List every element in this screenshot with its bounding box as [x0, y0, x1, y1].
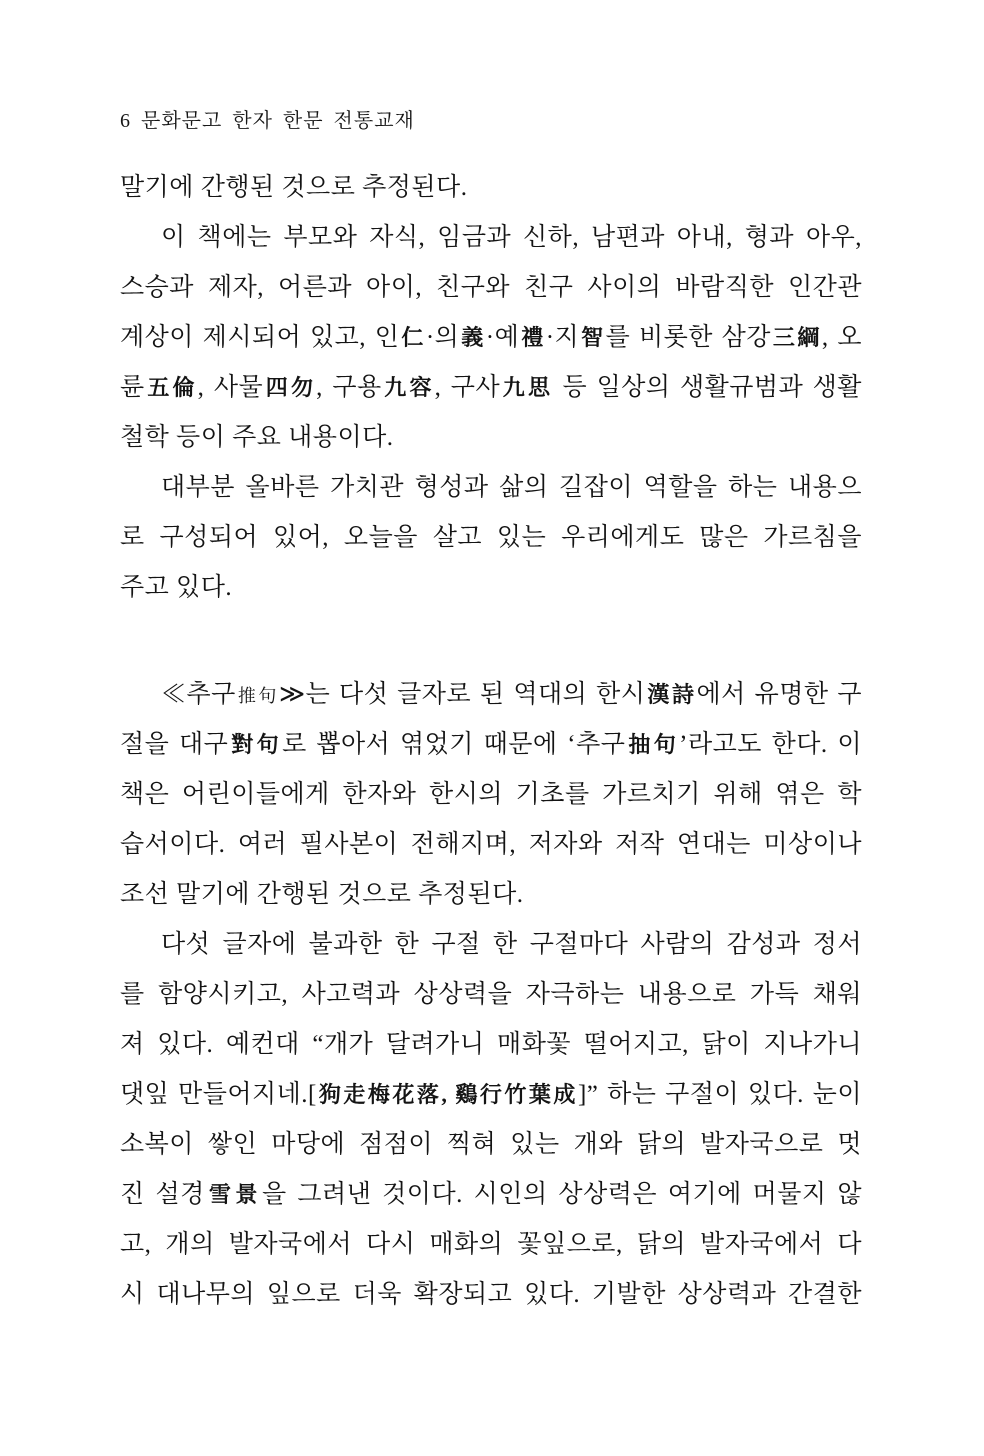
hangul-text: 이 책에는 부모와 자식, 임금과 신하, 남편과 아내, 형과 아우, — [161, 224, 862, 251]
text-line — [120, 1270, 862, 1320]
paragraph — [120, 463, 862, 613]
hangul-text: ·의 — [425, 324, 460, 351]
text-line — [120, 870, 862, 920]
text-line — [120, 720, 862, 770]
text-line — [120, 1070, 862, 1120]
hangul-text: , 사물 — [197, 374, 264, 401]
body-text — [120, 163, 862, 1320]
hangul-text: , 오 — [821, 324, 862, 351]
text-line — [120, 770, 862, 820]
hangul-text: ’라고도 한다. 이 — [679, 731, 862, 758]
hanja-text: 義 — [459, 325, 486, 350]
text-line — [120, 920, 862, 970]
paragraph — [120, 213, 862, 463]
hanja-text: 雪景 — [204, 1182, 262, 1207]
hangul-text: 조선 말기에 간행된 것으로 추정된다. — [120, 881, 524, 908]
text-line — [120, 670, 862, 720]
hangul-text: 계상이 제시되어 있고, 인 — [120, 324, 400, 351]
hangul-text: 에서 유명한 구 — [696, 681, 862, 708]
hanja-text: 抽句 — [625, 732, 680, 757]
hangul-text: , 구사 — [434, 374, 501, 401]
hangul-text: ·지 — [545, 324, 580, 351]
hangul-text: 고, 개의 발자국에서 다시 매화의 꽃잎으로, 닭의 발자국에서 다 — [120, 1231, 862, 1258]
text-line — [120, 970, 862, 1020]
text-line — [120, 513, 862, 563]
hanja-text: 九思 — [500, 375, 554, 400]
hangul-text: 등 일상의 생활규범과 생활 — [553, 374, 862, 401]
hangul-text: 시 대나무의 잎으로 더욱 확장되고 있다. 기발한 상상력과 간결한 — [120, 1281, 862, 1308]
hanja-text: 四勿 — [263, 375, 317, 400]
hangul-text: 댓잎 만들어지네.[ — [120, 1081, 317, 1108]
hangul-text: ≪추구 — [161, 681, 236, 708]
hangul-text: 소복이 쌓인 마당에 점점이 찍혀 있는 개와 닭의 발자국으로 멋 — [120, 1131, 862, 1158]
hangul-text: 을 그려낸 것이다. 시인의 상상력은 여기에 머물지 않 — [261, 1181, 862, 1208]
paragraph — [120, 670, 862, 920]
text-line — [120, 413, 862, 463]
hangul-text: 책은 어린이들에게 한자와 한시의 기초를 가르치기 위해 엮은 학 — [120, 781, 862, 808]
hangul-text: , 구용 — [316, 374, 382, 401]
text-line — [120, 1220, 862, 1270]
hangul-text: 져 있다. 예컨대 “개가 달려가니 매화꽃 떨어지고, 닭이 지나가니 — [120, 1031, 862, 1058]
text-line — [120, 563, 862, 613]
hangul-text: ≫는 다섯 글자로 된 역대의 한시 — [278, 681, 646, 708]
hangul-text: 철학 등이 주요 내용이다. — [120, 424, 394, 451]
hanja-text: 智 — [579, 325, 606, 350]
paragraph — [120, 920, 862, 1320]
text-line — [120, 213, 862, 263]
paragraph — [120, 163, 862, 213]
text-line — [120, 263, 862, 313]
hangul-text: ·예 — [485, 324, 520, 351]
text-line — [120, 313, 862, 363]
text-line — [120, 820, 862, 870]
text-line — [120, 163, 862, 213]
hangul-text: 다섯 글자에 불과한 한 구절 한 구절마다 사람의 감성과 정서 — [161, 931, 862, 958]
hanja-text: 推句 — [235, 686, 279, 706]
hangul-text: 륜 — [120, 374, 145, 401]
hangul-text: 말기에 간행된 것으로 추정된다. — [120, 174, 468, 201]
hangul-text: 절을 대구 — [120, 731, 229, 758]
running-header: 6 문화문고 한자 한문 전통교재 — [120, 110, 415, 132]
hangul-text: 로 구성되어 있어, 오늘을 살고 있는 우리에게도 많은 가르침을 — [120, 524, 862, 551]
hangul-text: 대부분 올바른 가치관 형성과 삶의 길잡이 역할을 하는 내용으 — [161, 474, 862, 501]
hanja-text: 對句 — [228, 732, 283, 757]
hanja-text: 五倫 — [144, 375, 198, 400]
text-line — [120, 463, 862, 513]
hanja-text: 禮 — [519, 325, 546, 350]
hangul-text: 로 뽑아서 엮었기 때문에 ‘추구 — [282, 731, 626, 758]
hangul-text: 를 비롯한 삼강 — [605, 324, 771, 351]
hangul-text: 스승과 제자, 어른과 아이, 친구와 친구 사이의 바람직한 인간관 — [120, 274, 862, 301]
hanja-text: 狗走梅花落, 鷄行竹葉成 — [316, 1082, 578, 1107]
text-line — [120, 1020, 862, 1070]
hanja-text: 三綱 — [770, 325, 822, 350]
hangul-text: 습서이다. 여러 필사본이 전해지며, 저자와 저작 연대는 미상이나 — [120, 831, 862, 858]
hangul-text: 를 함양시키고, 사고력과 상상력을 자극하는 내용으로 가득 채워 — [120, 981, 862, 1008]
hangul-text: ]” 하는 구절이 있다. 눈이 — [577, 1081, 862, 1108]
text-line — [120, 1170, 862, 1220]
hanja-text: 漢詩 — [645, 682, 697, 707]
text-line — [120, 363, 862, 413]
hangul-text: 진 설경 — [120, 1181, 205, 1208]
text-line — [120, 1120, 862, 1170]
hangul-text: 주고 있다. — [120, 574, 233, 601]
hanja-text: 仁 — [399, 325, 426, 350]
hanja-text: 九容 — [381, 375, 435, 400]
